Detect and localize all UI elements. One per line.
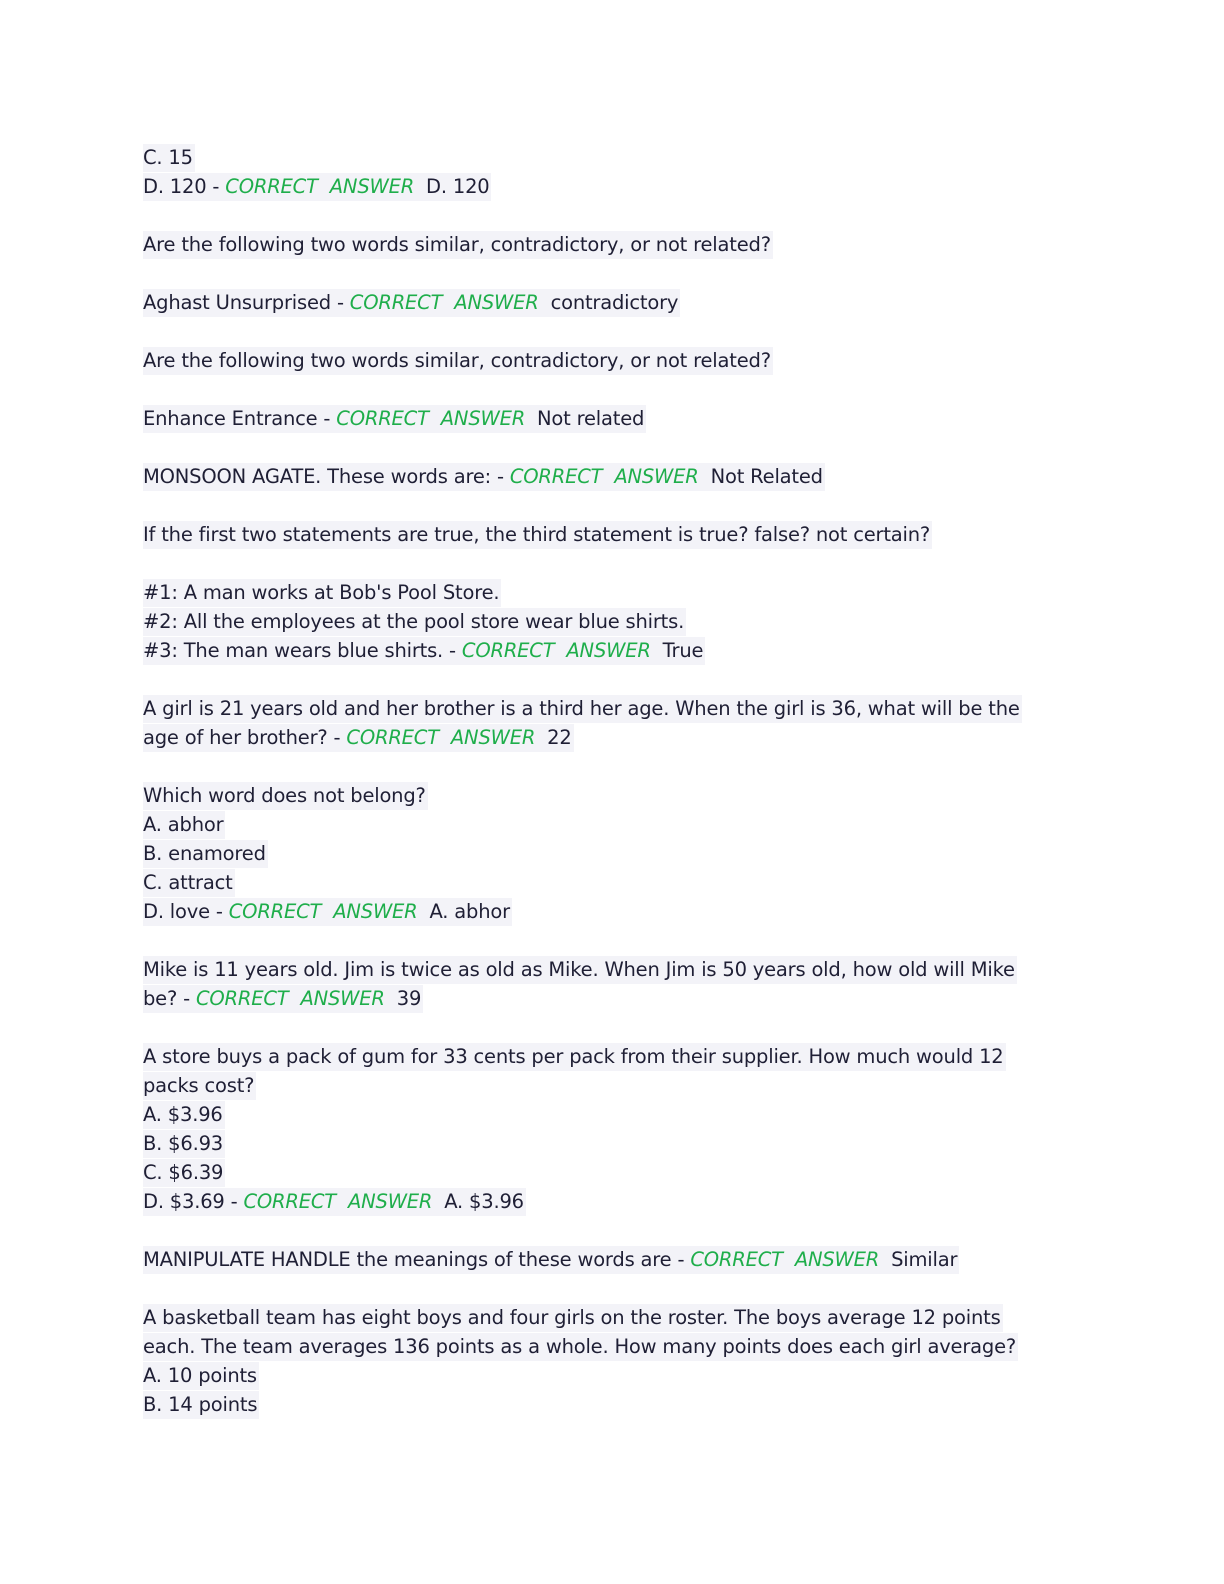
question-text: Mike is 11 years old. Jim is twice as old as Mike. When Jim is 50 years old, how old will Mike	[143, 958, 1015, 981]
question-text: D. 120	[143, 175, 207, 198]
line-highlight	[143, 1188, 526, 1216]
correct-answer-label: CORRECT ANSWER	[243, 1190, 433, 1213]
text-line	[143, 723, 1073, 752]
question-text: B. enamored	[143, 842, 266, 865]
document-page	[143, 143, 1073, 1448]
answer-text: A. abhor	[429, 900, 510, 923]
correct-answer-label: CORRECT ANSWER	[509, 465, 699, 488]
question-block	[143, 781, 1073, 926]
spacer	[535, 726, 547, 749]
question-text: Aghast Unsurprised	[143, 291, 331, 314]
spacer	[385, 987, 397, 1010]
text-line	[143, 1129, 1073, 1158]
question-text: Are the following two words similar, contradictory, or not related?	[143, 233, 771, 256]
text-line	[143, 694, 1073, 723]
text-line	[143, 1158, 1073, 1187]
answer-separator: -	[443, 639, 462, 662]
line-highlight	[143, 1304, 1003, 1332]
correct-answer-label: CORRECT ANSWER	[346, 726, 536, 749]
question-text: A. $3.96	[143, 1103, 223, 1126]
line-highlight	[143, 1043, 1006, 1071]
text-line	[143, 1245, 1073, 1274]
question-text: A store buys a pack of gum for 33 cents per pack from their supplier. How much would 12	[143, 1045, 1004, 1068]
question-text: be?	[143, 987, 178, 1010]
question-text: C. attract	[143, 871, 233, 894]
text-line	[143, 607, 1073, 636]
answer-separator: -	[209, 900, 229, 923]
question-text: #3: The man wears blue shirts.	[143, 639, 444, 662]
line-highlight	[143, 289, 680, 317]
line-highlight	[143, 637, 705, 665]
correct-answer-label: CORRECT ANSWER	[225, 175, 415, 198]
text-line	[143, 578, 1073, 607]
line-highlight	[143, 1159, 225, 1187]
text-line	[143, 781, 1073, 810]
question-text: B. $6.93	[143, 1132, 223, 1155]
question-block	[143, 578, 1073, 665]
line-highlight	[143, 869, 235, 897]
question-text: MONSOON AGATE. These words are:	[143, 465, 491, 488]
question-text: A basketball team has eight boys and four girls on the roster. The boys average 12 points	[143, 1306, 1001, 1329]
text-line	[143, 1332, 1073, 1361]
text-line	[143, 462, 1073, 491]
line-highlight	[143, 405, 646, 433]
question-text: A. abhor	[143, 813, 224, 836]
line-highlight	[143, 782, 428, 810]
text-line	[143, 810, 1073, 839]
line-highlight	[143, 1101, 225, 1129]
text-line	[143, 1042, 1073, 1071]
answer-text: D. 120	[426, 175, 490, 198]
question-text: A. 10 points	[143, 1364, 257, 1387]
question-text: C. 15	[143, 146, 193, 169]
text-line	[143, 839, 1073, 868]
text-line	[143, 955, 1073, 984]
question-block	[143, 955, 1073, 1013]
text-line	[143, 1303, 1073, 1332]
question-text: each. The team averages 136 points as a whole. How many points does each girl average?	[143, 1335, 1017, 1358]
line-highlight	[143, 521, 932, 549]
answer-separator: -	[330, 291, 350, 314]
line-highlight	[143, 173, 491, 201]
line-highlight	[143, 695, 1022, 723]
question-text: #1: A man works at Bob's Pool Store.	[143, 581, 500, 604]
question-text: MANIPULATE HANDLE the meanings of these words are	[143, 1248, 672, 1271]
text-line	[143, 230, 1073, 259]
answer-text: Not Related	[710, 465, 823, 488]
correct-answer-label: CORRECT ANSWER	[336, 407, 526, 430]
question-text: age of her brother?	[143, 726, 328, 749]
text-line	[143, 288, 1073, 317]
text-line	[143, 1361, 1073, 1390]
question-text: C. $6.39	[143, 1161, 224, 1184]
answer-text: contradictory	[550, 291, 679, 314]
answer-text: A. $3.96	[444, 1190, 524, 1213]
text-line	[143, 868, 1073, 897]
line-highlight	[143, 811, 225, 839]
question-block	[143, 288, 1073, 317]
answer-separator: -	[491, 465, 510, 488]
correct-answer-label: CORRECT ANSWER	[228, 900, 418, 923]
spacer	[418, 900, 430, 923]
spacer	[699, 465, 711, 488]
question-text: D. $3.69	[143, 1190, 225, 1213]
question-text: Which word does not belong?	[143, 784, 426, 807]
answer-text: 39	[396, 987, 422, 1010]
line-highlight	[143, 1246, 959, 1274]
answer-separator: -	[671, 1248, 691, 1271]
answer-separator: -	[206, 175, 226, 198]
question-block	[143, 1245, 1073, 1274]
spacer	[879, 1248, 891, 1271]
question-text: Are the following two words similar, contradictory, or not related?	[143, 349, 771, 372]
question-text: packs cost?	[143, 1074, 255, 1097]
answer-text: Not related	[537, 407, 645, 430]
answer-separator: -	[327, 726, 347, 749]
text-line	[143, 1071, 1073, 1100]
line-highlight	[143, 1072, 256, 1100]
line-highlight	[143, 898, 512, 926]
line-highlight	[143, 956, 1017, 984]
question-text: Enhance Entrance	[143, 407, 318, 430]
answer-text: True	[662, 639, 704, 662]
line-highlight	[143, 1333, 1018, 1361]
line-highlight	[143, 1391, 259, 1419]
spacer	[432, 1190, 444, 1213]
question-text: If the first two statements are true, the third statement is true? false? not certain?	[143, 523, 931, 546]
answer-separator: -	[317, 407, 337, 430]
line-highlight	[143, 840, 268, 868]
question-text: #2: All the employees at the pool store wear blue shirts.	[143, 610, 685, 633]
correct-answer-label: CORRECT ANSWER	[349, 291, 539, 314]
answer-text: 22	[547, 726, 572, 749]
question-block	[143, 143, 1073, 201]
text-line	[143, 404, 1073, 433]
answer-separator: -	[224, 1190, 244, 1213]
line-highlight	[143, 985, 423, 1013]
text-line	[143, 520, 1073, 549]
answer-separator: -	[177, 987, 196, 1010]
question-block	[143, 462, 1073, 491]
text-line	[143, 636, 1073, 665]
text-line	[143, 143, 1073, 172]
line-highlight	[143, 724, 574, 752]
spacer	[651, 639, 663, 662]
text-line	[143, 172, 1073, 201]
line-highlight	[143, 1130, 225, 1158]
question-text: B. 14 points	[143, 1393, 258, 1416]
correct-answer-label: CORRECT ANSWER	[195, 987, 385, 1010]
text-line	[143, 1187, 1073, 1216]
correct-answer-label: CORRECT ANSWER	[690, 1248, 880, 1271]
question-block	[143, 346, 1073, 375]
answer-text: Similar	[891, 1248, 958, 1271]
question-block	[143, 1303, 1073, 1419]
text-line	[143, 984, 1073, 1013]
spacer	[414, 175, 426, 198]
spacer	[539, 291, 551, 314]
line-highlight	[143, 579, 501, 607]
line-highlight	[143, 1362, 259, 1390]
line-highlight	[143, 347, 773, 375]
question-text: A girl is 21 years old and her brother is a third her age. When the girl is 36, what will be the	[143, 697, 1020, 720]
question-block	[143, 520, 1073, 549]
spacer	[525, 407, 537, 430]
question-block	[143, 1042, 1073, 1216]
text-line	[143, 897, 1073, 926]
question-text: D. love	[143, 900, 210, 923]
question-block	[143, 404, 1073, 433]
question-block	[143, 694, 1073, 752]
line-highlight	[143, 231, 773, 259]
text-line	[143, 1100, 1073, 1129]
line-highlight	[143, 463, 825, 491]
line-highlight	[143, 608, 686, 636]
question-block	[143, 230, 1073, 259]
correct-answer-label: CORRECT ANSWER	[461, 639, 651, 662]
line-highlight	[143, 144, 195, 172]
text-line	[143, 346, 1073, 375]
text-line	[143, 1390, 1073, 1419]
